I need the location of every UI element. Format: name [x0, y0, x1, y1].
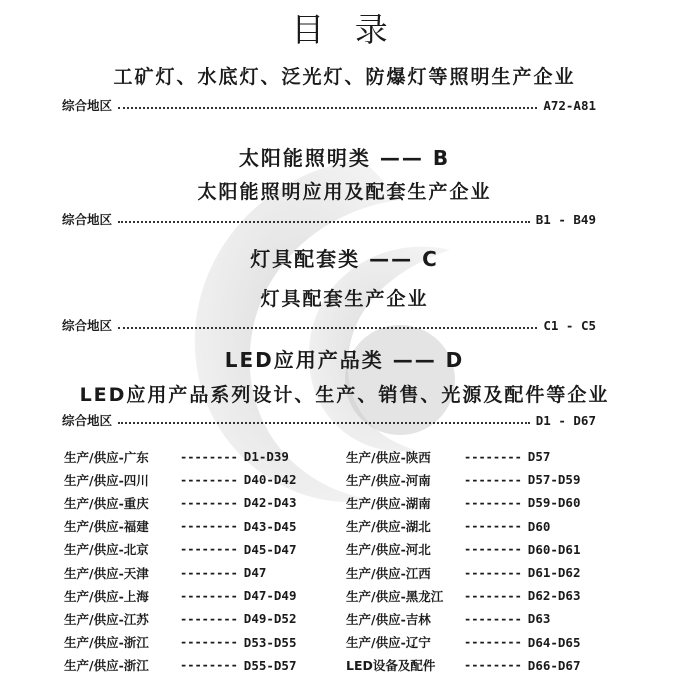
region-label: 生产/供应-北京: [64, 542, 149, 558]
region-pages: D47: [243, 565, 267, 581]
region-row[interactable]: [64, 468, 296, 491]
region-pages: D60-D61: [527, 541, 581, 557]
region-pages: D49-D52: [243, 611, 297, 627]
dot-leader: [118, 327, 537, 329]
dash-leader: --------: [180, 495, 238, 510]
region-label: 生产/供应-陕西: [346, 449, 431, 465]
region-pages: D64-D65: [527, 634, 581, 650]
region-label: 生产/供应-湖南: [346, 495, 431, 511]
region-label: 生产/供应-天津: [64, 565, 149, 581]
region-row[interactable]: [346, 654, 580, 677]
region-row[interactable]: [64, 538, 296, 561]
dash-leader: --------: [464, 588, 522, 603]
region-pages: D59-D60: [527, 495, 581, 511]
toc-entry-label: 综合地区: [62, 318, 113, 333]
region-label: 生产/供应-重庆: [64, 495, 149, 511]
region-row[interactable]: [346, 561, 580, 584]
section-heading: 太阳能照明应用及配套生产企业: [197, 181, 492, 203]
region-pages: D47-D49: [243, 588, 297, 604]
region-label: 生产/供应-辽宁: [346, 635, 431, 651]
dash-leader: --------: [464, 565, 522, 580]
dash-leader: --------: [464, 519, 522, 534]
region-label: 生产/供应-湖北: [346, 519, 431, 535]
region-row[interactable]: [64, 561, 296, 584]
region-label: LED设备及配件: [346, 658, 436, 674]
region-row[interactable]: [64, 445, 296, 468]
toc-entry-label: 综合地区: [62, 413, 113, 428]
region-row[interactable]: [64, 491, 296, 514]
region-list-right: [346, 445, 580, 677]
category-heading: 灯具配套类 —— C: [250, 247, 439, 271]
dash-leader: --------: [180, 658, 238, 673]
dash-leader: --------: [180, 542, 238, 557]
dash-leader: --------: [180, 449, 238, 464]
region-pages: D62-D63: [527, 588, 581, 604]
section-heading: LED应用产品系列设计、生产、销售、光源及配件等企业: [79, 384, 610, 406]
dot-leader: [118, 422, 530, 424]
region-pages: D61-D62: [527, 565, 581, 581]
region-list-left: [64, 445, 296, 677]
region-pages: D55-D57: [243, 657, 297, 673]
region-row[interactable]: [64, 631, 296, 654]
region-pages: D66-D67: [527, 657, 581, 673]
dash-leader: --------: [180, 472, 238, 487]
toc-entry[interactable]: [62, 96, 596, 114]
region-row[interactable]: [64, 654, 296, 677]
dash-leader: --------: [464, 635, 522, 650]
toc-entry-pages: C1 - C5: [543, 317, 596, 333]
dash-leader: --------: [180, 565, 238, 580]
region-label: 生产/供应-黑龙江: [346, 588, 444, 604]
region-row[interactable]: [346, 445, 580, 468]
region-row[interactable]: [64, 607, 296, 630]
region-row[interactable]: [346, 631, 580, 654]
toc-entry[interactable]: [62, 210, 596, 228]
region-pages: D60: [527, 518, 551, 534]
dash-leader: --------: [464, 472, 522, 487]
region-row[interactable]: [346, 584, 580, 607]
toc-entry-pages: B1 - B49: [535, 211, 596, 227]
region-label: 生产/供应-福建: [64, 519, 149, 535]
section-heading: 工矿灯、水底灯、泛光灯、防爆灯等照明生产企业: [113, 66, 576, 88]
dash-leader: --------: [180, 519, 238, 534]
dash-leader: --------: [180, 611, 238, 626]
region-row[interactable]: [64, 584, 296, 607]
region-label: 生产/供应-江西: [346, 565, 431, 581]
toc-entry[interactable]: [62, 316, 596, 334]
region-label: 生产/供应-四川: [64, 472, 149, 488]
region-label: 生产/供应-上海: [64, 588, 149, 604]
region-row[interactable]: [346, 468, 580, 491]
dash-leader: --------: [464, 449, 522, 464]
region-row[interactable]: [346, 538, 580, 561]
region-label: 生产/供应-河北: [346, 542, 431, 558]
toc-entry-label: 综合地区: [62, 98, 113, 113]
toc-entry[interactable]: [62, 411, 596, 429]
dot-leader: [118, 107, 537, 109]
toc-entry-label: 综合地区: [62, 212, 113, 227]
region-row[interactable]: [64, 515, 296, 538]
region-pages: D45-D47: [243, 541, 297, 557]
toc-entry-pages: A72-A81: [543, 97, 596, 113]
dash-leader: --------: [180, 588, 238, 603]
region-row[interactable]: [346, 607, 580, 630]
dash-leader: --------: [180, 635, 238, 650]
page-title: 目 录: [291, 10, 398, 49]
region-pages: D57-D59: [527, 472, 581, 488]
dot-leader: [118, 221, 530, 223]
region-pages: D42-D43: [243, 495, 297, 511]
region-label: 生产/供应-河南: [346, 472, 431, 488]
region-pages: D53-D55: [243, 634, 297, 650]
dash-leader: --------: [464, 658, 522, 673]
region-label: 生产/供应-浙江: [64, 635, 149, 651]
dash-leader: --------: [464, 542, 522, 557]
region-row[interactable]: [346, 515, 580, 538]
region-pages: D63: [527, 611, 551, 627]
dash-leader: --------: [464, 495, 522, 510]
toc-entry-pages: D1 - D67: [535, 412, 596, 428]
region-pages: D1-D39: [243, 449, 289, 465]
region-label: 生产/供应-广东: [64, 449, 149, 465]
region-label: 生产/供应-吉林: [346, 611, 431, 627]
region-pages: D57: [527, 449, 551, 465]
category-heading: LED应用产品类 —— D: [224, 348, 465, 372]
region-pages: D43-D45: [243, 518, 297, 534]
region-row[interactable]: [346, 491, 580, 514]
category-heading: 太阳能照明类 —— B: [238, 146, 451, 170]
region-pages: D40-D42: [243, 472, 297, 488]
section-heading: 灯具配套生产企业: [260, 288, 429, 310]
dash-leader: --------: [464, 611, 522, 626]
region-label: 生产/供应-江苏: [64, 611, 149, 627]
region-label: 生产/供应-浙江: [64, 658, 149, 674]
